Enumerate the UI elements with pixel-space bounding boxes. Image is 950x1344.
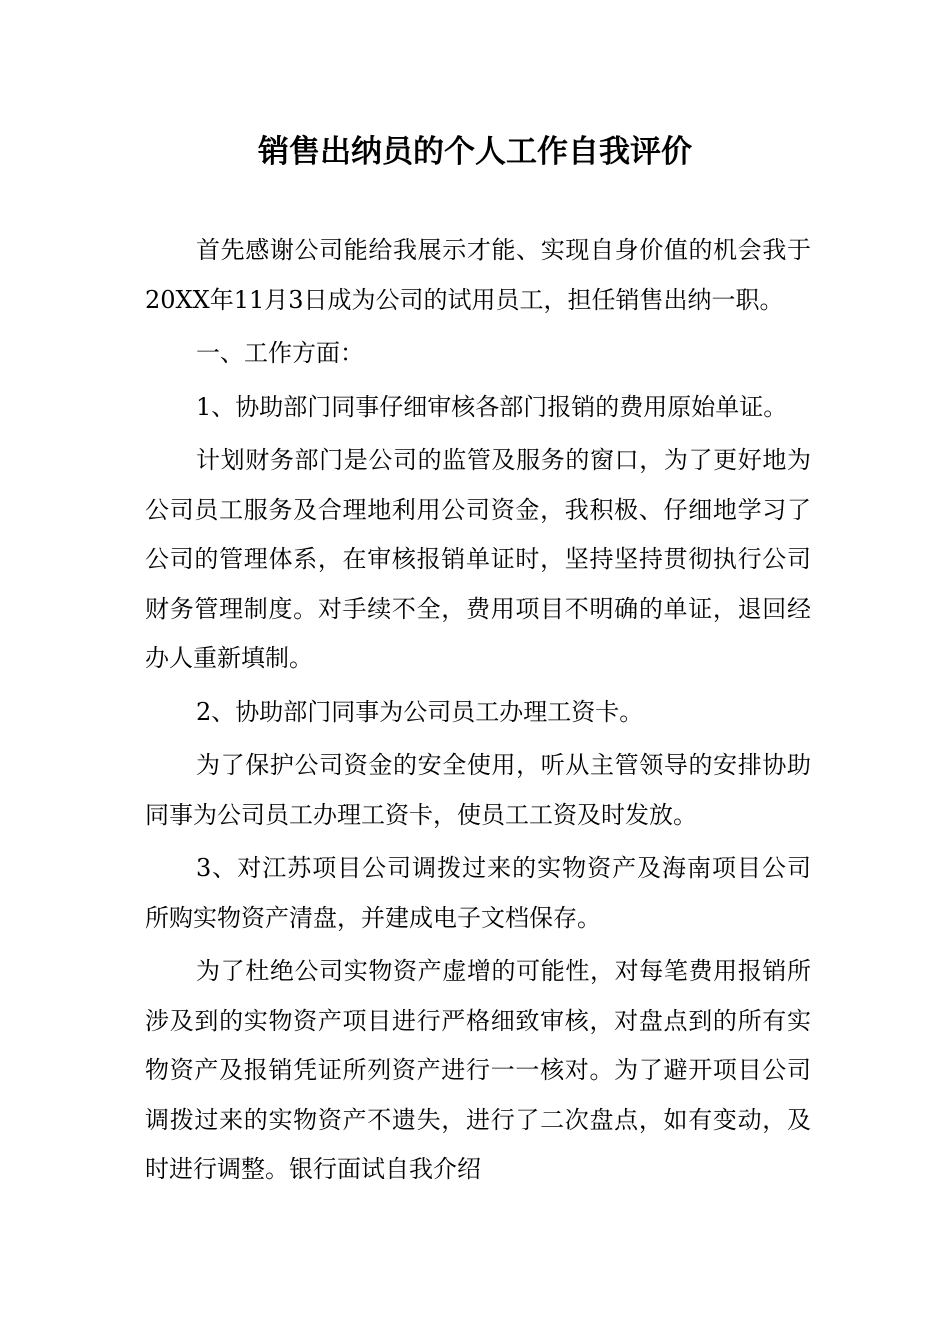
section-heading-work: 一、工作方面： [196, 339, 364, 367]
item-3-heading: 3、对江苏项目公司调拨过来的实物资产及海南项目公司所购实物资产清盘，并建成电子文档保存。 [145, 854, 811, 932]
document-body [145, 226, 811, 1199]
document-title: 销售出纳员的个人工作自我评价 [258, 134, 692, 170]
item-2-body: 为了保护公司资金的安全使用，听从主管领导的安排协助同事为公司员工办理工资卡，使员工工资及时发放。 [145, 751, 811, 829]
item-2-heading: 2、协助部门同事为公司员工办理工资卡。 [196, 697, 644, 726]
item-1-body: 计划财务部门是公司的监管及服务的窗口，为了更好地为公司员工服务及合理地利用公司资金，我积极、仔细地学习了公司的管理体系，在审核报销单证时，坚持坚持贯彻执行公司财务管理制度。对手续不全，费用项目不明确的单证，退回经办人重新填制。 [145, 446, 811, 672]
item-1-heading: 1、协助部门同事仔细审核各部门报销的费用原始单证。 [196, 392, 788, 421]
item-3-body: 为了杜绝公司实物资产虚增的可能性，对每笔费用报销所涉及到的实物资产项目进行严格细致审核，对盘点到的所有实物资产及报销凭证所列资产进行一一核对。为了避开项目公司调拨过来的实物资产不遗失，进行了二次盘点，如有变动，及时进行调整。银行面试自我介绍 [145, 957, 811, 1183]
paragraph-intro: 首先感谢公司能给我展示才能、实现自身价值的机会我于20XX年11月3日成为公司的试用员工，担任销售出纳一职。 [145, 236, 811, 314]
